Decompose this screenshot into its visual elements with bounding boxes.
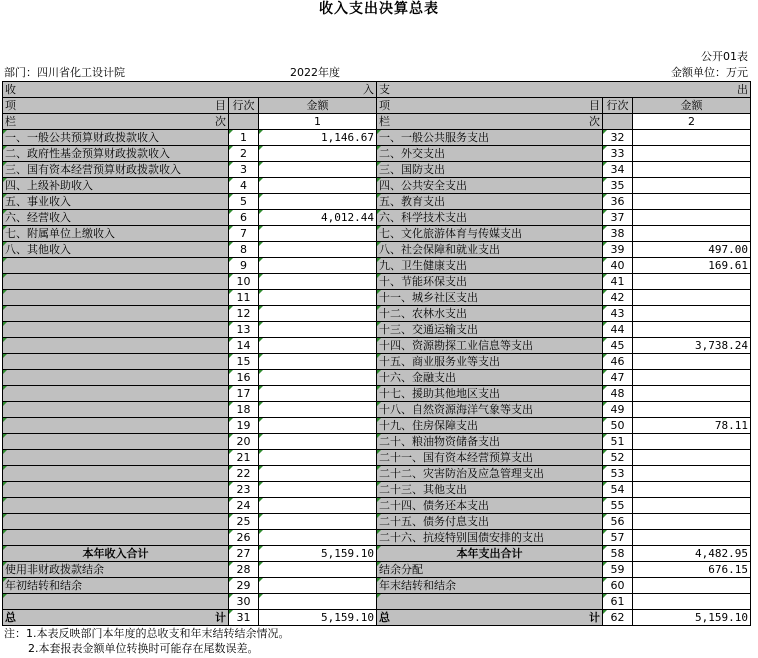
- income-amount-cell[interactable]: [259, 162, 377, 178]
- expense-item-label[interactable]: 三、国防支出: [377, 162, 603, 178]
- income-row-number[interactable]: 22: [229, 466, 259, 482]
- expense-row-number[interactable]: 52: [603, 450, 633, 466]
- expense-right-char: 出: [737, 83, 748, 96]
- expense-row-number[interactable]: 35: [603, 178, 633, 194]
- item-right-char: 目: [215, 99, 226, 112]
- income-section-header[interactable]: [3, 82, 377, 98]
- expense-item-label[interactable]: 十九、住房保障支出: [377, 418, 603, 434]
- expense-amount-cell[interactable]: [633, 210, 751, 226]
- income-item-label[interactable]: [3, 290, 229, 306]
- income-amount-cell[interactable]: [259, 466, 377, 482]
- income-row-number[interactable]: 7: [229, 226, 259, 242]
- income-column-index[interactable]: 1: [259, 114, 377, 130]
- column-header-row: [3, 98, 751, 114]
- table-row: [3, 306, 751, 322]
- expense-item-label[interactable]: 十五、商业服务业等支出: [377, 354, 603, 370]
- table-row: [3, 274, 751, 290]
- income-item-label[interactable]: [3, 466, 229, 482]
- expense-row-number[interactable]: 55: [603, 498, 633, 514]
- expense-amount-cell[interactable]: [633, 354, 751, 370]
- expense-item-header[interactable]: [377, 98, 603, 114]
- expense-amount-cell[interactable]: [633, 402, 751, 418]
- table-row: [3, 386, 751, 402]
- income-row-number[interactable]: 11: [229, 290, 259, 306]
- expense-row-number[interactable]: 37: [603, 210, 633, 226]
- income-row-number[interactable]: 26: [229, 530, 259, 546]
- expense-amount-cell[interactable]: 169.61: [633, 258, 751, 274]
- income-amount-cell[interactable]: [259, 370, 377, 386]
- income-amount-cell[interactable]: [259, 290, 377, 306]
- expense-item-label[interactable]: 十一、城乡社区支出: [377, 290, 603, 306]
- expense-row-number[interactable]: 38: [603, 226, 633, 242]
- summary-table: [2, 81, 751, 626]
- expense-row-number[interactable]: 49: [603, 402, 633, 418]
- income-row-number[interactable]: 23: [229, 482, 259, 498]
- income-amount-cell[interactable]: [259, 338, 377, 354]
- income-row-number[interactable]: 10: [229, 274, 259, 290]
- amount-unit: 金额单位：万元: [671, 66, 748, 79]
- income-row-number[interactable]: 14: [229, 338, 259, 354]
- table-row: [3, 498, 751, 514]
- income-row-number[interactable]: 12: [229, 306, 259, 322]
- income-column-index-label[interactable]: [3, 114, 229, 130]
- expense-item-label[interactable]: 十三、交通运输支出: [377, 322, 603, 338]
- expense-row-number[interactable]: 50: [603, 418, 633, 434]
- expense-row-number[interactable]: 45: [603, 338, 633, 354]
- expense-amount-cell[interactable]: [633, 466, 751, 482]
- income-item-label[interactable]: 八、其他收入: [3, 242, 229, 258]
- income-row-number[interactable]: 29: [229, 578, 259, 594]
- expense-amount-cell[interactable]: [633, 194, 751, 210]
- income-row-number[interactable]: 31: [229, 610, 259, 626]
- income-row-number[interactable]: 17: [229, 386, 259, 402]
- expense-amount-cell[interactable]: [633, 290, 751, 306]
- expense-row-number[interactable]: 42: [603, 290, 633, 306]
- expense-item-label[interactable]: 一、一般公共服务支出: [377, 130, 603, 146]
- income-amount-cell[interactable]: [259, 482, 377, 498]
- expense-row-number[interactable]: 62: [603, 610, 633, 626]
- income-item-label[interactable]: 五、事业收入: [3, 194, 229, 210]
- income-row-number[interactable]: 1: [229, 130, 259, 146]
- expense-row-number[interactable]: 60: [603, 578, 633, 594]
- col-right-char: 次: [589, 115, 600, 128]
- income-row-number[interactable]: 15: [229, 354, 259, 370]
- expense-column-index-label[interactable]: [377, 114, 603, 130]
- expense-total-label[interactable]: [377, 610, 603, 626]
- income-amount-cell[interactable]: [259, 434, 377, 450]
- table-row: [3, 402, 751, 418]
- income-row-number[interactable]: 20: [229, 434, 259, 450]
- income-item-label[interactable]: 年初结转和结余: [3, 578, 229, 594]
- table-row: [3, 258, 751, 274]
- income-amount-cell[interactable]: [259, 578, 377, 594]
- expense-row-number[interactable]: 46: [603, 354, 633, 370]
- expense-amount-cell[interactable]: [633, 386, 751, 402]
- income-item-label[interactable]: [3, 354, 229, 370]
- expense-row-number[interactable]: 48: [603, 386, 633, 402]
- table-row: [3, 338, 751, 354]
- total-right-char: 计: [589, 611, 600, 624]
- expense-row-number[interactable]: 44: [603, 322, 633, 338]
- income-item-label[interactable]: 一、一般公共预算财政拨款收入: [3, 130, 229, 146]
- income-item-label[interactable]: [3, 370, 229, 386]
- expense-item-label[interactable]: 十六、金融支出: [377, 370, 603, 386]
- expense-amount-cell[interactable]: 497.00: [633, 242, 751, 258]
- expense-amount-cell[interactable]: [633, 130, 751, 146]
- table-row: [3, 450, 751, 466]
- table-row: [3, 242, 751, 258]
- department-label: 部门：四川省化工设计院: [4, 66, 125, 79]
- income-amount-cell[interactable]: [259, 498, 377, 514]
- expense-item-label[interactable]: 十、节能环保支出: [377, 274, 603, 290]
- income-row-number[interactable]: 6: [229, 210, 259, 226]
- table-row: [3, 194, 751, 210]
- total-left-char: 总: [379, 611, 390, 624]
- expense-row-number[interactable]: 51: [603, 434, 633, 450]
- income-row-number[interactable]: 27: [229, 546, 259, 562]
- expense-item-label[interactable]: 九、卫生健康支出: [377, 258, 603, 274]
- income-amount-cell[interactable]: [259, 274, 377, 290]
- expense-amount-cell[interactable]: [633, 450, 751, 466]
- income-rowno-header[interactable]: 行次: [229, 98, 259, 114]
- expense-row-number[interactable]: 36: [603, 194, 633, 210]
- expense-amount-cell[interactable]: [633, 530, 751, 546]
- table-row: [3, 354, 751, 370]
- income-amount-cell[interactable]: [259, 306, 377, 322]
- total-right-char: 计: [215, 611, 226, 624]
- income-amount-cell[interactable]: 5,159.10: [259, 546, 377, 562]
- income-amount-cell[interactable]: 4,012.44: [259, 210, 377, 226]
- income-amount-cell[interactable]: [259, 354, 377, 370]
- income-row-number[interactable]: 2: [229, 146, 259, 162]
- footnote-1: 注：1.本表反映部门本年度的总收支和年末结转结余情况。: [4, 627, 290, 640]
- table-row: [3, 178, 751, 194]
- income-row-number[interactable]: 8: [229, 242, 259, 258]
- income-amount-cell[interactable]: 1,146.67: [259, 130, 377, 146]
- income-row-number[interactable]: 4: [229, 178, 259, 194]
- expense-row-number[interactable]: 34: [603, 162, 633, 178]
- expense-left-char: 支: [379, 83, 390, 96]
- expense-row-number[interactable]: 58: [603, 546, 633, 562]
- expense-item-label[interactable]: 七、文化旅游体育与传媒支出: [377, 226, 603, 242]
- income-amount-cell[interactable]: [259, 322, 377, 338]
- table-row: [3, 434, 751, 450]
- expense-amount-cell[interactable]: [633, 322, 751, 338]
- income-right-char: 入: [363, 83, 374, 96]
- expense-row-number[interactable]: 56: [603, 514, 633, 530]
- table-row: [3, 466, 751, 482]
- table-row: [3, 530, 751, 546]
- expense-amount-cell[interactable]: 3,738.24: [633, 338, 751, 354]
- expense-amount-cell[interactable]: [633, 306, 751, 322]
- income-item-label[interactable]: [3, 514, 229, 530]
- income-row-number[interactable]: 28: [229, 562, 259, 578]
- expense-item-label[interactable]: 十七、援助其他地区支出: [377, 386, 603, 402]
- table-row: [3, 370, 751, 386]
- income-item-header[interactable]: [3, 98, 229, 114]
- income-item-label[interactable]: 二、政府性基金预算财政拨款收入: [3, 146, 229, 162]
- expense-item-label[interactable]: 六、科学技术支出: [377, 210, 603, 226]
- table-row: [3, 594, 751, 610]
- grand-total-row: [3, 610, 751, 626]
- expense-row-number[interactable]: 41: [603, 274, 633, 290]
- fiscal-year: 2022年度: [290, 66, 340, 79]
- item-right-char: 目: [589, 99, 600, 112]
- footnote-2: 2.本套报表金额单位转换时可能存在尾数误差。: [28, 642, 259, 655]
- income-item-label[interactable]: [3, 530, 229, 546]
- income-row-number[interactable]: 9: [229, 258, 259, 274]
- expense-row-number[interactable]: 54: [603, 482, 633, 498]
- expense-item-label[interactable]: 年末结转和结余: [377, 578, 603, 594]
- income-item-label[interactable]: 使用非财政拨款结余: [3, 562, 229, 578]
- report-title: 收入支出决算总表: [319, 1, 439, 17]
- income-item-label[interactable]: [3, 418, 229, 434]
- table-row: [3, 130, 751, 146]
- income-item-label[interactable]: 三、国有资本经营预算财政拨款收入: [3, 162, 229, 178]
- income-item-label[interactable]: 七、附属单位上缴收入: [3, 226, 229, 242]
- income-column-index-blank[interactable]: [229, 114, 259, 130]
- expense-row-number[interactable]: 32: [603, 130, 633, 146]
- income-row-number[interactable]: 30: [229, 594, 259, 610]
- footnotes: [4, 626, 290, 656]
- expense-amount-cell[interactable]: [633, 578, 751, 594]
- income-amount-cell[interactable]: [259, 514, 377, 530]
- income-row-number[interactable]: 21: [229, 450, 259, 466]
- expense-amount-cell[interactable]: [633, 226, 751, 242]
- table-row: [3, 322, 751, 338]
- income-row-number[interactable]: 3: [229, 162, 259, 178]
- income-item-label[interactable]: 四、上级补助收入: [3, 178, 229, 194]
- table-row: [3, 146, 751, 162]
- income-left-char: 收: [5, 83, 16, 96]
- expense-rowno-header[interactable]: 行次: [603, 98, 633, 114]
- expense-row-number[interactable]: 61: [603, 594, 633, 610]
- table-row: [3, 578, 751, 594]
- income-total-amount[interactable]: 5,159.10: [259, 610, 377, 626]
- table-row: [3, 562, 751, 578]
- expense-row-number[interactable]: 40: [603, 258, 633, 274]
- expense-item-label[interactable]: 十四、资源勘探工业信息等支出: [377, 338, 603, 354]
- table-row: [3, 226, 751, 242]
- income-row-number[interactable]: 18: [229, 402, 259, 418]
- expense-item-label[interactable]: 二十、粮油物资储备支出: [377, 434, 603, 450]
- form-code: 公开01表: [701, 50, 748, 63]
- income-row-number[interactable]: 5: [229, 194, 259, 210]
- expense-row-number[interactable]: 39: [603, 242, 633, 258]
- expense-amount-cell[interactable]: [633, 482, 751, 498]
- expense-item-label[interactable]: 二十五、债务付息支出: [377, 514, 603, 530]
- expense-amount-cell[interactable]: [633, 370, 751, 386]
- income-amount-cell[interactable]: [259, 146, 377, 162]
- expense-item-label[interactable]: 二十二、灾害防治及应急管理支出: [377, 466, 603, 482]
- expense-row-number[interactable]: 59: [603, 562, 633, 578]
- income-item-label[interactable]: [3, 258, 229, 274]
- expense-amount-cell[interactable]: 4,482.95: [633, 546, 751, 562]
- income-item-label[interactable]: [3, 338, 229, 354]
- income-item-label[interactable]: [3, 386, 229, 402]
- expense-item-label[interactable]: 二十六、抗疫特别国债安排的支出: [377, 530, 603, 546]
- income-item-label[interactable]: [3, 594, 229, 610]
- income-item-label[interactable]: [3, 498, 229, 514]
- expense-section-header[interactable]: [377, 82, 751, 98]
- income-item-label[interactable]: 本年收入合计: [3, 546, 229, 562]
- income-amount-cell[interactable]: [259, 178, 377, 194]
- section-header-row: [3, 82, 751, 98]
- table-row: [3, 482, 751, 498]
- expense-item-label[interactable]: 结余分配: [377, 562, 603, 578]
- income-amount-cell[interactable]: [259, 402, 377, 418]
- expense-item-label[interactable]: 八、社会保障和就业支出: [377, 242, 603, 258]
- income-item-label[interactable]: [3, 306, 229, 322]
- expense-column-index[interactable]: 2: [633, 114, 751, 130]
- expense-amount-cell[interactable]: [633, 594, 751, 610]
- expense-item-label[interactable]: 二十三、其他支出: [377, 482, 603, 498]
- expense-row-number[interactable]: 33: [603, 146, 633, 162]
- expense-item-label[interactable]: 二十四、债务还本支出: [377, 498, 603, 514]
- income-amount-cell[interactable]: [259, 418, 377, 434]
- expense-item-label[interactable]: 四、公共安全支出: [377, 178, 603, 194]
- income-amount-cell[interactable]: [259, 242, 377, 258]
- expense-row-number[interactable]: 47: [603, 370, 633, 386]
- expense-item-label[interactable]: 十二、农林水支出: [377, 306, 603, 322]
- total-left-char: 总: [5, 611, 16, 624]
- expense-column-index-blank[interactable]: [603, 114, 633, 130]
- income-amount-header[interactable]: 金额: [259, 98, 377, 114]
- income-row-number[interactable]: 25: [229, 514, 259, 530]
- income-amount-cell[interactable]: [259, 562, 377, 578]
- expense-row-number[interactable]: 43: [603, 306, 633, 322]
- expense-amount-cell[interactable]: [633, 162, 751, 178]
- expense-item-label[interactable]: 二、外交支出: [377, 146, 603, 162]
- income-amount-cell[interactable]: [259, 594, 377, 610]
- income-total-label[interactable]: [3, 610, 229, 626]
- expense-amount-cell[interactable]: [633, 434, 751, 450]
- expense-amount-cell[interactable]: 676.15: [633, 562, 751, 578]
- income-amount-cell[interactable]: [259, 258, 377, 274]
- income-item-label[interactable]: [3, 450, 229, 466]
- expense-item-label[interactable]: 五、教育支出: [377, 194, 603, 210]
- col-right-char: 次: [215, 115, 226, 128]
- expense-total-amount[interactable]: 5,159.10: [633, 610, 751, 626]
- expense-amount-cell[interactable]: [633, 498, 751, 514]
- expense-row-number[interactable]: 53: [603, 466, 633, 482]
- expense-item-label[interactable]: [377, 594, 603, 610]
- income-row-number[interactable]: 19: [229, 418, 259, 434]
- table-row: [3, 210, 751, 226]
- income-item-label[interactable]: [3, 402, 229, 418]
- income-amount-cell[interactable]: [259, 450, 377, 466]
- table-row: [3, 514, 751, 530]
- income-amount-cell[interactable]: [259, 226, 377, 242]
- expense-item-label[interactable]: 二十一、国有资本经营预算支出: [377, 450, 603, 466]
- income-amount-cell[interactable]: [259, 194, 377, 210]
- column-index-row: [3, 114, 751, 130]
- income-row-number[interactable]: 16: [229, 370, 259, 386]
- expense-item-label[interactable]: 本年支出合计: [377, 546, 603, 562]
- col-left-char: 栏: [5, 115, 16, 128]
- subtotal-row: [3, 546, 751, 562]
- income-amount-cell[interactable]: [259, 386, 377, 402]
- income-amount-cell[interactable]: [259, 530, 377, 546]
- income-item-label[interactable]: [3, 434, 229, 450]
- income-item-label[interactable]: [3, 274, 229, 290]
- item-left-char: 项: [379, 99, 390, 112]
- income-item-label[interactable]: 六、经营收入: [3, 210, 229, 226]
- expense-amount-cell[interactable]: 78.11: [633, 418, 751, 434]
- expense-amount-cell[interactable]: [633, 274, 751, 290]
- income-row-number[interactable]: 13: [229, 322, 259, 338]
- table-row: [3, 162, 751, 178]
- expense-row-number[interactable]: 57: [603, 530, 633, 546]
- expense-amount-cell[interactable]: [633, 178, 751, 194]
- expense-item-label[interactable]: 十八、自然资源海洋气象等支出: [377, 402, 603, 418]
- income-item-label[interactable]: [3, 322, 229, 338]
- expense-amount-header[interactable]: 金额: [633, 98, 751, 114]
- table-row: [3, 290, 751, 306]
- income-row-number[interactable]: 24: [229, 498, 259, 514]
- expense-amount-cell[interactable]: [633, 146, 751, 162]
- col-left-char: 栏: [379, 115, 390, 128]
- table-row: [3, 418, 751, 434]
- expense-amount-cell[interactable]: [633, 514, 751, 530]
- item-left-char: 项: [5, 99, 16, 112]
- income-item-label[interactable]: [3, 482, 229, 498]
